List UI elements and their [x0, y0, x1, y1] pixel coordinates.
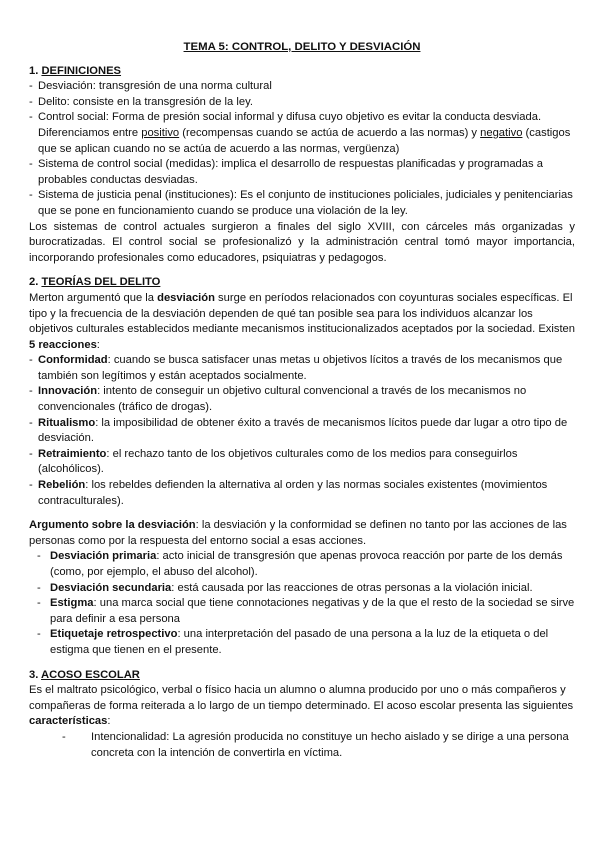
list-item-text: : está causada por las reacciones de otras personas a la violación inicial. [171, 581, 533, 594]
list-item-text: Delito: consiste en la transgresión de la ley. [38, 95, 253, 108]
term-negativo: negativo [480, 126, 523, 139]
list-item-text: : una interpretación del pasado de una persona a la luz de la etiqueta o del estigma que tienen en el presente. [50, 628, 549, 656]
list-item: - Conformidad: cuando se busca satisfacer unas metas u objetivos lícitos a través de los mecanismos que también son legítimos y están aceptados socialmente. [29, 354, 563, 382]
term: Retraimiento [38, 447, 107, 460]
list-item: - Control social: Forma de presión social informal y difusa cuyo objetivo es evitar la conducta desviada. Diferenciamos entre positivo (recompensas cuando se actúa de acuerdo a las normas) y negativo (castigos que se aplican cuando no se actúa de acuerdo a las normas, vergüenza) [29, 111, 571, 155]
section-heading-text: DEFINICIONES [41, 64, 122, 77]
term: Estigma [50, 597, 94, 610]
document-page [29, 40, 575, 761]
list-item: - Rebelión: los rebeldes defienden la alternativa al orden y las normas sociales existentes (movimientos contraculturales). [29, 479, 548, 507]
list-item-text: Desviación: transgresión de una norma cultural [38, 80, 272, 93]
list-item-text: : una marca social que tiene connotaciones negativas y de la que el resto de la sociedad se sirve para definir a esa persona [50, 597, 575, 625]
list-item: - Sistema de control social (medidas): implica el desarrollo de respuestas planificadas y programadas a probables conductas desviadas. [29, 158, 543, 186]
list-item: - Intencionalidad: La agresión producida no constituye un hecho aislado y se dirige a una persona concreta con la intención de convertirla en víctima. [62, 730, 569, 759]
section-heading-teorias [29, 275, 575, 291]
list-item: - Retraimiento: el rechazo tanto de los objetivos culturales como de los medios para conseguirlos (alcohólicos). [29, 447, 518, 476]
list-item: - Etiquetaje retrospectivo: una interpretación del pasado de una persona a la luz de la etiqueta o del estigma que tienen en el presente. [37, 628, 549, 656]
term: Conformidad [38, 354, 108, 367]
section-number: 2. [29, 276, 39, 289]
section-heading-acoso [29, 668, 575, 684]
list-item-text: Sistema de control social (medidas): implica el desarrollo de respuestas planificadas y programadas a probables conductas desviadas. [38, 158, 543, 186]
term: Desviación primaria [50, 550, 157, 563]
section-number: 3. [29, 668, 39, 681]
list-item-text: Intencionalidad: La agresión producida no constituye un hecho aislado y se dirige a una persona concreta con la intención de convertirla en víctima. [91, 730, 569, 759]
list-item: - Ritualismo: la imposibilidad de obtener éxito a través de mecanismos lícitos puede dar lugar a otro tipo de desviación. [29, 416, 568, 445]
list-item: - Estigma: una marca social que tiene connotaciones negativas y de la que el resto de la sociedad se sirve para definir a esa persona [37, 597, 575, 625]
paragraph: Los sistemas de control actuales surgieron a finales del siglo XVIII, con cárceles más organizadas y burocratizadas. El control social se profesionalizó y la administración central tomó mayor importancia, incorporando profesionales como educadores, psiquiatras y pedagogos. [29, 220, 575, 264]
section-heading-text: ACOSO ESCOLAR [41, 668, 140, 681]
list-item-text: : cuando se busca satisfacer unas metas u objetivos lícitos a través de los mecanismos que también son legítimos y están aceptados socialmente. [38, 354, 563, 382]
term-positivo: positivo [141, 126, 180, 139]
list-item: - Desviación primaria: acto inicial de transgresión que apenas provoca reacción por parte de los demás (como, por ejemplo, el abuso del alcohol). [37, 550, 563, 578]
list-item-text: : el rechazo tanto de los objetivos culturales como de los medios para conseguirlos (alcohólicos). [38, 447, 518, 476]
list-item-text: : intento de conseguir un objetivo cultural convencional a través de los mecanismos no convencionales (tráfico de drogas). [38, 385, 527, 414]
list-item-text: (castigos que se aplican cuando no se actúa de acuerdo a las normas, vergüenza) [38, 126, 571, 155]
document-title: TEMA 5: CONTROL, DELITO Y DESVIACIÓN [183, 41, 421, 53]
list-item: - Delito: consiste en la transgresión de la ley. [29, 95, 253, 108]
list-item: - Desviación: transgresión de una norma cultural [29, 80, 272, 93]
paragraph: Merton argumentó que la desviación surge en períodos relacionados con coyunturas sociales específicas. El tipo y la frecuencia de la desviación dependen de qué tan posible sea para los individuos alcanzar los objetivos culturales establecidos mediante mecanismos institucionalizados aceptados por la sociedad. Existen 5 reacciones: [29, 291, 576, 351]
term: Desviación secundaria [50, 581, 172, 594]
list-item-text: : acto inicial de transgresión que apenas provoca reacción por parte de los demás (como, por ejemplo, el abuso del alcohol). [50, 550, 563, 578]
list-item-text: Sistema de justicia penal (instituciones): Es el conjunto de instituciones policiales, judiciales y penitenciarias que se pone en funcionamiento cuando se produce una violación de la ley. [38, 189, 573, 217]
list-item: - Desviación secundaria: está causada por las reacciones de otras personas a la violación inicial. [37, 581, 533, 594]
section-heading-text: TEORÍAS DEL DELITO [41, 276, 161, 289]
term: Argumento sobre la desviación [29, 519, 196, 532]
term: Etiquetaje retrospectivo [50, 628, 178, 641]
paragraph: Argumento sobre la desviación: la desviación y la conformidad se definen no tanto por las acciones de las personas como por la respuesta del entorno social a esas acciones. [29, 519, 567, 547]
list-item-text: Control social: Forma de presión social informal y difusa cuyo objetivo es evitar la conducta desviada. Diferenciamos entre [38, 111, 542, 139]
section-heading-definiciones [29, 64, 575, 80]
paragraph: Es el maltrato psicológico, verbal o físico hacia un alumno o alumna producido por uno o más compañeros y compañeras de forma reiterada a lo largo de un tiempo determinado. El acoso escolar presenta las siguientes características: [29, 684, 574, 728]
list-item: - Sistema de justicia penal (instituciones): Es el conjunto de instituciones policiales, judiciales y penitenciarias que se pone en funcionamiento cuando se produce una violación de la ley. [29, 189, 573, 217]
term: Ritualismo [38, 416, 96, 429]
term: Rebelión [38, 479, 86, 492]
list-item-text: (recompensas cuando se actúa de acuerdo a las normas) y [179, 126, 481, 139]
term: Innovación [38, 385, 98, 398]
list-item: - Innovación: intento de conseguir un objetivo cultural convencional a través de los mecanismos no convencionales (tráfico de drogas). [29, 385, 527, 414]
list-item-text: : los rebeldes defienden la alternativa al orden y las normas sociales existentes (movimientos contraculturales). [38, 479, 548, 507]
section-number: 1. [29, 64, 39, 77]
list-item-text: : la imposibilidad de obtener éxito a través de mecanismos lícitos puede dar lugar a otro tipo de desviación. [38, 416, 568, 445]
